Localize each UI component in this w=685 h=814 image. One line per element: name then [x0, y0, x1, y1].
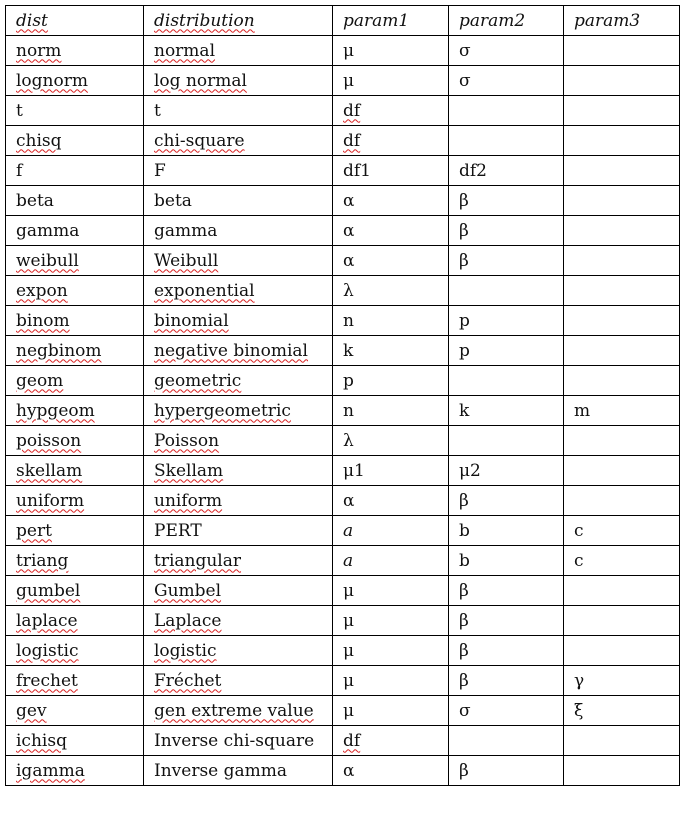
param1-cell	[333, 456, 449, 486]
dist-cell	[6, 696, 144, 726]
distribution-cell	[144, 96, 333, 126]
param1-cell	[333, 96, 449, 126]
distribution-cell	[144, 126, 333, 156]
param1-cell-text: a	[343, 550, 354, 571]
distribution-cell	[144, 246, 333, 276]
table-row	[6, 606, 680, 636]
distribution-cell	[144, 276, 333, 306]
dist-cell-text: gamma	[16, 220, 80, 241]
distribution-cell-text: beta	[154, 190, 192, 211]
distribution-cell-text: exponential	[154, 280, 255, 301]
distribution-cell-text: PERT	[154, 520, 202, 541]
distribution-cell-text: t	[154, 100, 161, 121]
param1-cell-text: λ	[343, 280, 354, 301]
table-row	[6, 666, 680, 696]
param2-cell-text: β	[459, 190, 469, 211]
param2-cell	[449, 486, 564, 516]
param2-cell-text: β	[459, 670, 469, 691]
dist-cell	[6, 546, 144, 576]
distribution-cell	[144, 726, 333, 756]
param1-cell	[333, 246, 449, 276]
header-param2: param2	[449, 6, 564, 36]
table-row	[6, 276, 680, 306]
param2-cell	[449, 666, 564, 696]
distribution-cell-text: logistic	[154, 640, 217, 661]
param2-cell-text: b	[459, 550, 470, 571]
dist-cell	[6, 606, 144, 636]
distribution-cell-text: gen extreme value	[154, 700, 314, 721]
param2-cell	[449, 546, 564, 576]
distribution-cell	[144, 396, 333, 426]
param2-cell	[449, 246, 564, 276]
dist-cell	[6, 216, 144, 246]
header-param3: param3	[564, 6, 680, 36]
param3-cell	[564, 306, 680, 336]
distribution-cell	[144, 516, 333, 546]
param1-cell-text: α	[343, 220, 355, 241]
table-row	[6, 576, 680, 606]
dist-cell	[6, 126, 144, 156]
distribution-cell-text: log normal	[154, 70, 247, 91]
param1-cell-text: k	[343, 340, 354, 361]
param2-cell-text: σ	[459, 70, 471, 91]
table-row	[6, 96, 680, 126]
dist-cell-text: skellam	[16, 460, 83, 481]
distribution-cell-text: hypergeometric	[154, 400, 291, 421]
dist-cell-text: laplace	[16, 610, 78, 631]
dist-cell	[6, 336, 144, 366]
distribution-cell-text: negative binomial	[154, 340, 308, 361]
dist-cell-text: geom	[16, 370, 64, 391]
table-row	[6, 636, 680, 666]
distribution-cell-text: Poisson	[154, 430, 220, 451]
dist-cell	[6, 156, 144, 186]
param3-cell	[564, 606, 680, 636]
param3-cell	[564, 186, 680, 216]
param3-cell	[564, 396, 680, 426]
distribution-cell-text: F	[154, 160, 166, 181]
dist-cell	[6, 726, 144, 756]
distribution-cell	[144, 606, 333, 636]
dist-cell	[6, 426, 144, 456]
param3-cell	[564, 636, 680, 666]
param3-cell	[564, 486, 680, 516]
distribution-cell	[144, 426, 333, 456]
param1-cell-text: μ	[343, 580, 355, 601]
dist-cell-text: f	[16, 160, 23, 181]
param2-cell-text: β	[459, 220, 469, 241]
table-row	[6, 126, 680, 156]
param2-cell	[449, 606, 564, 636]
distribution-cell	[144, 186, 333, 216]
param1-cell	[333, 516, 449, 546]
param3-cell-text: c	[574, 520, 584, 541]
distribution-cell-text: Fréchet	[154, 670, 222, 691]
distribution-cell-text: binomial	[154, 310, 229, 331]
distribution-cell-text: geometric	[154, 370, 242, 391]
dist-cell-text: igamma	[16, 760, 85, 781]
distribution-cell	[144, 486, 333, 516]
dist-cell-text: poisson	[16, 430, 82, 451]
dist-cell-text: ichisq	[16, 730, 67, 751]
dist-cell	[6, 666, 144, 696]
header-dist: dist	[6, 6, 144, 36]
table-row	[6, 756, 680, 786]
header-row	[6, 6, 680, 36]
param3-cell-text: c	[574, 550, 584, 571]
dist-cell	[6, 516, 144, 546]
param2-cell	[449, 366, 564, 396]
param2-cell-text: β	[459, 760, 469, 781]
distribution-cell	[144, 216, 333, 246]
distribution-cell-text: gamma	[154, 220, 218, 241]
param3-cell	[564, 546, 680, 576]
dist-cell-text: lognorm	[16, 70, 88, 91]
table-row	[6, 726, 680, 756]
param2-cell	[449, 456, 564, 486]
param1-cell	[333, 186, 449, 216]
header-param1: param1	[333, 6, 449, 36]
param1-cell	[333, 606, 449, 636]
table-row	[6, 396, 680, 426]
param1-cell	[333, 156, 449, 186]
param1-cell-text: α	[343, 760, 355, 781]
param2-cell	[449, 36, 564, 66]
param1-cell	[333, 396, 449, 426]
distribution-cell-text: Skellam	[154, 460, 224, 481]
distribution-cell	[144, 306, 333, 336]
param3-cell	[564, 666, 680, 696]
dist-cell	[6, 276, 144, 306]
param2-cell-text: k	[459, 400, 470, 421]
param2-cell	[449, 96, 564, 126]
param2-cell	[449, 756, 564, 786]
param2-cell	[449, 306, 564, 336]
dist-cell	[6, 486, 144, 516]
distribution-cell	[144, 696, 333, 726]
param2-cell-text: b	[459, 520, 470, 541]
param3-cell	[564, 216, 680, 246]
param1-cell-text: μ	[343, 40, 355, 61]
param1-cell	[333, 36, 449, 66]
param1-cell	[333, 486, 449, 516]
param3-cell	[564, 246, 680, 276]
param3-cell	[564, 696, 680, 726]
table-row	[6, 546, 680, 576]
param1-cell-text: df1	[343, 160, 371, 181]
param1-cell-text: df	[343, 100, 361, 121]
distribution-cell	[144, 546, 333, 576]
table-body	[6, 36, 680, 786]
dist-cell-text: hypgeom	[16, 400, 95, 421]
param3-cell	[564, 726, 680, 756]
param3-cell	[564, 66, 680, 96]
param1-cell-text: μ	[343, 700, 355, 721]
param2-cell-text: β	[459, 580, 469, 601]
dist-cell-text: gumbel	[16, 580, 81, 601]
dist-cell-text: binom	[16, 310, 70, 331]
distribution-cell	[144, 36, 333, 66]
param2-cell	[449, 126, 564, 156]
dist-cell-text: uniform	[16, 490, 85, 511]
dist-cell	[6, 306, 144, 336]
param3-cell	[564, 366, 680, 396]
table-row	[6, 696, 680, 726]
param2-cell	[449, 216, 564, 246]
dist-cell-text: logistic	[16, 640, 79, 661]
dist-cell-text: beta	[16, 190, 54, 211]
dist-cell	[6, 36, 144, 66]
param1-cell	[333, 666, 449, 696]
param1-cell	[333, 696, 449, 726]
param3-cell-text: ξ	[574, 700, 584, 721]
param2-cell	[449, 636, 564, 666]
param3-cell	[564, 756, 680, 786]
param1-cell-text: μ	[343, 640, 355, 661]
param2-cell	[449, 426, 564, 456]
table-row	[6, 66, 680, 96]
distribution-cell-text: Laplace	[154, 610, 222, 631]
param2-cell-text: μ2	[459, 460, 481, 481]
distribution-cell	[144, 756, 333, 786]
dist-cell	[6, 366, 144, 396]
distribution-cell-text: triangular	[154, 550, 242, 571]
param2-cell	[449, 576, 564, 606]
param1-cell	[333, 216, 449, 246]
distribution-cell	[144, 366, 333, 396]
dist-cell	[6, 396, 144, 426]
distribution-cell-text: uniform	[154, 490, 223, 511]
param3-cell	[564, 576, 680, 606]
dist-cell-text: norm	[16, 40, 62, 61]
distribution-cell-text: chi-square	[154, 130, 245, 151]
distribution-cell-text: Inverse chi-square	[154, 730, 315, 751]
dist-cell-text: gev	[16, 700, 47, 721]
param1-cell-text: μ1	[343, 460, 365, 481]
distribution-cell-text: normal	[154, 40, 216, 61]
distribution-cell	[144, 66, 333, 96]
distribution-cell-text: Inverse gamma	[154, 760, 288, 781]
param3-cell	[564, 126, 680, 156]
param1-cell	[333, 66, 449, 96]
table-row	[6, 486, 680, 516]
param2-cell-text: p	[459, 310, 470, 331]
dist-cell-text: expon	[16, 280, 68, 301]
distribution-cell	[144, 636, 333, 666]
dist-cell-text: chisq	[16, 130, 62, 151]
param1-cell	[333, 276, 449, 306]
param3-cell	[564, 456, 680, 486]
dist-cell	[6, 756, 144, 786]
table-row	[6, 36, 680, 66]
param1-cell	[333, 366, 449, 396]
param3-cell	[564, 36, 680, 66]
param1-cell-text: df	[343, 130, 361, 151]
param2-cell	[449, 66, 564, 96]
table-row	[6, 456, 680, 486]
dist-cell-text: weibull	[16, 250, 79, 271]
param2-cell	[449, 276, 564, 306]
header-distribution: distribution	[144, 6, 333, 36]
dist-cell	[6, 186, 144, 216]
param3-cell	[564, 426, 680, 456]
dist-cell	[6, 246, 144, 276]
dist-cell	[6, 66, 144, 96]
table-row	[6, 366, 680, 396]
param2-cell-text: β	[459, 640, 469, 661]
param1-cell	[333, 756, 449, 786]
param2-cell-text: β	[459, 610, 469, 631]
param1-cell	[333, 336, 449, 366]
distribution-cell-text: Gumbel	[154, 580, 222, 601]
param2-cell	[449, 726, 564, 756]
param2-cell	[449, 186, 564, 216]
param1-cell-text: λ	[343, 430, 354, 451]
param1-cell-text: α	[343, 490, 355, 511]
param3-cell	[564, 276, 680, 306]
param1-cell	[333, 726, 449, 756]
param2-cell	[449, 396, 564, 426]
param1-cell-text: df	[343, 730, 361, 751]
param1-cell	[333, 306, 449, 336]
param1-cell-text: n	[343, 400, 354, 421]
param3-cell	[564, 336, 680, 366]
distribution-cell-text: Weibull	[154, 250, 219, 271]
param1-cell-text: a	[343, 520, 354, 541]
dist-cell-text: t	[16, 100, 23, 121]
param1-cell	[333, 126, 449, 156]
distribution-cell	[144, 156, 333, 186]
param1-cell-text: α	[343, 250, 355, 271]
param2-cell	[449, 516, 564, 546]
param1-cell	[333, 546, 449, 576]
param2-cell-text: p	[459, 340, 470, 361]
param2-cell	[449, 336, 564, 366]
dist-cell-text: frechet	[16, 670, 78, 691]
distribution-table	[5, 5, 680, 786]
distribution-cell	[144, 336, 333, 366]
param1-cell-text: μ	[343, 670, 355, 691]
param3-cell-text: m	[574, 400, 591, 421]
param1-cell-text: μ	[343, 610, 355, 631]
param1-cell-text: α	[343, 190, 355, 211]
param3-cell-text: γ	[574, 670, 585, 691]
param3-cell	[564, 516, 680, 546]
table-row	[6, 306, 680, 336]
param1-cell-text: n	[343, 310, 354, 331]
param2-cell-text: β	[459, 250, 469, 271]
param2-cell	[449, 696, 564, 726]
dist-cell	[6, 456, 144, 486]
table-row	[6, 216, 680, 246]
table-row	[6, 426, 680, 456]
dist-cell-text: pert	[16, 520, 52, 541]
dist-cell	[6, 96, 144, 126]
table-row	[6, 156, 680, 186]
dist-cell	[6, 636, 144, 666]
table-row	[6, 516, 680, 546]
dist-cell-text: negbinom	[16, 340, 102, 361]
param2-cell-text: df2	[459, 160, 487, 181]
param1-cell	[333, 636, 449, 666]
param2-cell-text: β	[459, 490, 469, 511]
param1-cell	[333, 426, 449, 456]
table-row	[6, 186, 680, 216]
dist-cell	[6, 576, 144, 606]
dist-cell-text: triang	[16, 550, 69, 571]
table-row	[6, 246, 680, 276]
table-row	[6, 336, 680, 366]
distribution-cell	[144, 456, 333, 486]
param1-cell	[333, 576, 449, 606]
param1-cell-text: μ	[343, 70, 355, 91]
param2-cell-text: σ	[459, 40, 471, 61]
param1-cell-text: p	[343, 370, 354, 391]
distribution-cell	[144, 666, 333, 696]
param2-cell	[449, 156, 564, 186]
param2-cell-text: σ	[459, 700, 471, 721]
param3-cell	[564, 96, 680, 126]
distribution-cell	[144, 576, 333, 606]
param3-cell	[564, 156, 680, 186]
